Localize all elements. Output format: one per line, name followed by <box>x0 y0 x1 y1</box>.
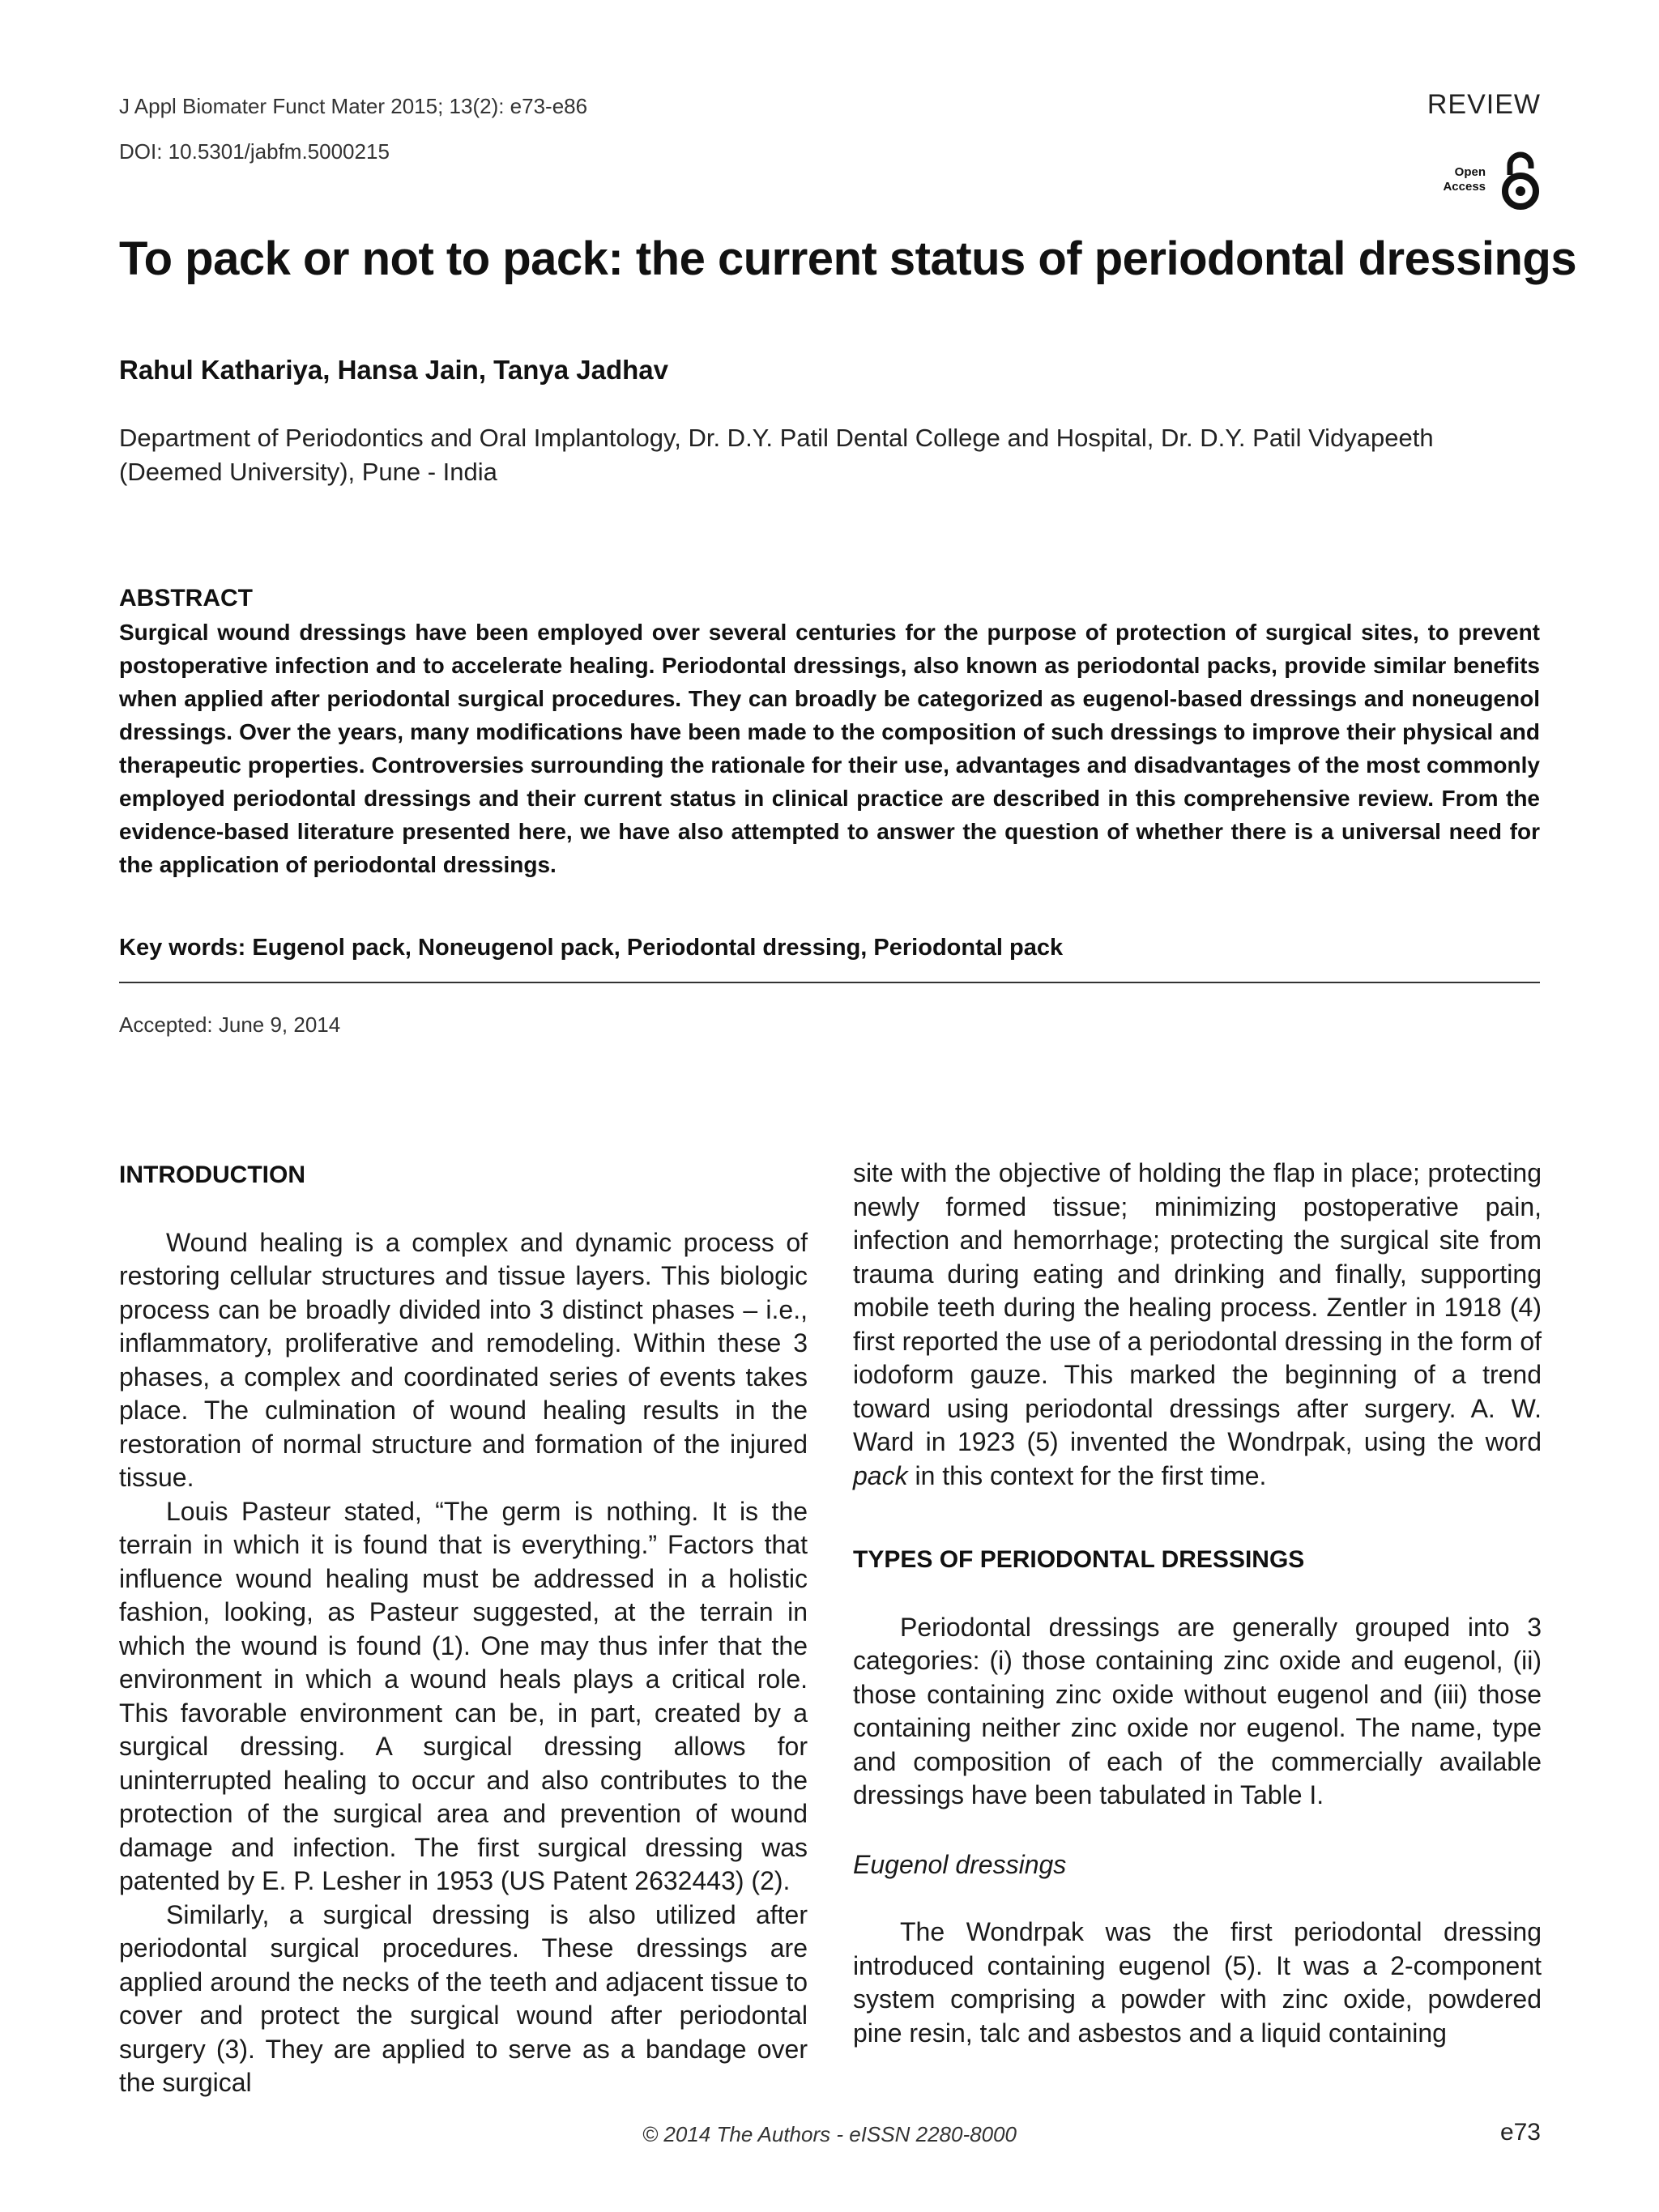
continued-paragraph: site with the objective of holding the flap in place; protecting newly formed tissue; minimizing postoperative pain, infection and hemorrhage; protecting the surgical site from trauma during eating and drinking and finally, supporting mobile teeth during the healing process. Zentler in 1918 (4) first reported the use of a periodontal dressing in the form of iodoform gauze. This marked the beginning of a trend toward using periodontal dressings after surgery. A. W. Ward in 1923 (5) invented the Wondrpak, using the word pack in this context for the first time. <box>853 1158 1542 1490</box>
abstract-heading: ABSTRACT <box>119 585 253 612</box>
page-number: e73 <box>1499 2119 1541 2146</box>
intro-paragraph-1: Wound healing is a complex and dynamic process of restoring cellular structures and tissue layers. This biologic process can be broadly divided into 3 distinct phases – i.e., inflammatory, proliferative and remodeling. Within these 3 phases, a complex and coordinated series of events takes place. The culmination of wound healing results in the restoration of normal structure and formation of the injured tissue. <box>119 1227 808 1492</box>
footer-copyright: © 2014 The Authors - eISSN 2280-8000 <box>642 2122 1017 2146</box>
divider <box>119 982 1540 983</box>
left-column <box>119 1158 808 2100</box>
intro-paragraph-3: Similarly, a surgical dressing is also utilized after periodontal surgical procedures. These dressings are applied around the necks of the teeth and adjacent tissue to cover and protect the surgical wound after periodontal surgery (3). They are applied to serve as a bandage over the surgical <box>119 1899 808 2097</box>
eugenol-paragraph: The Wondrpak was the first periodontal dressing introduced containing eugenol (5). It was a 2-component system comprising a powder with zinc oxide, powdered pine resin, talc and asbestos and a liquid containing <box>853 1917 1542 2048</box>
accepted-date: Accepted: June 9, 2014 <box>119 1012 341 1037</box>
affiliation: Department of Periodontics and Oral Implantology, Dr. D.Y. Patil Dental College and Hospital, Dr. D.Y. Patil Vidyapeeth (Deemed University), Pune - India <box>119 424 1434 486</box>
intro-paragraph-2: Louis Pasteur stated, “The germ is nothing. It is the terrain in which it is found that is everything.” Factors that influence wound healing must be addressed in a holistic fashion, looking, as Pasteur suggested, at the terrain in which the wound is found (1). One may thus infer that the environment in which a wound heals plays a critical role. This favorable environment can be, in part, created by a surgical dressing. A surgical dressing allows for uninterrupted healing to occur and also contributes to the protection of the surgical area and prevention of wound damage and infection. The first surgical dressing was patented by E. P. Lesher in 1953 (US Patent 2632443) (2). <box>119 1496 808 1895</box>
doi: DOI: 10.5301/jabfm.5000215 <box>119 139 390 164</box>
keywords-list: Eugenol pack, Noneugenol pack, Periodontal dressing, Periodontal pack <box>252 935 1064 961</box>
open-access-badge <box>1437 151 1541 215</box>
types-paragraph: Periodontal dressings are generally grouped into 3 categories: (i) those containing zinc oxide and eugenol, (ii) those containing zinc oxide without eugenol and (iii) those containing neither zinc oxide nor eugenol. The name, type and composition of each of the commercially available dressings have been tabulated in Table I. <box>853 1612 1542 1809</box>
journal-citation: J Appl Biomater Funct Mater 2015; 13(2): e73-e86 <box>119 94 588 118</box>
open-access-label: Open Access <box>1443 165 1486 194</box>
section-label: REVIEW <box>1427 89 1541 120</box>
right-column <box>853 1157 1542 2050</box>
article-title: To pack or not to pack: the current status of periodontal dressings <box>119 232 1577 285</box>
abstract-text: Surgical wound dressings have been employed over several centuries for the purpose of protection of surgical sites, to prevent postoperative infection and to accelerate healing. Periodontal dressings, also known as periodontal packs, provide similar benefits when applied after periodontal surgical procedures. They can broadly be categorized as eugenol-based dressings and noneugenol dressings. Over the years, many modifications have been made to the composition of such dressings to improve their physical and therapeutic properties. Controversies surrounding the rationale for their use, advantages and disadvantages of the most commonly employed periodontal dressings and their current status in clinical practice are described in this comprehensive review. From the evidence-based literature presented here, we have also attempted to answer the question of whether there is a universal need for the application of periodontal dressings. <box>119 620 1540 877</box>
keywords <box>119 935 1063 961</box>
introduction-heading: INTRODUCTION <box>119 1161 305 1188</box>
eugenol-subheading: Eugenol dressings <box>853 1849 1067 1879</box>
keywords-label: Key words: <box>119 935 246 961</box>
authors: Rahul Kathariya, Hansa Jain, Tanya Jadhav <box>119 355 668 385</box>
types-heading: TYPES OF PERIODONTAL DRESSINGS <box>853 1546 1305 1573</box>
open-access-icon <box>1500 151 1541 212</box>
italic-word: pack <box>853 1460 908 1490</box>
